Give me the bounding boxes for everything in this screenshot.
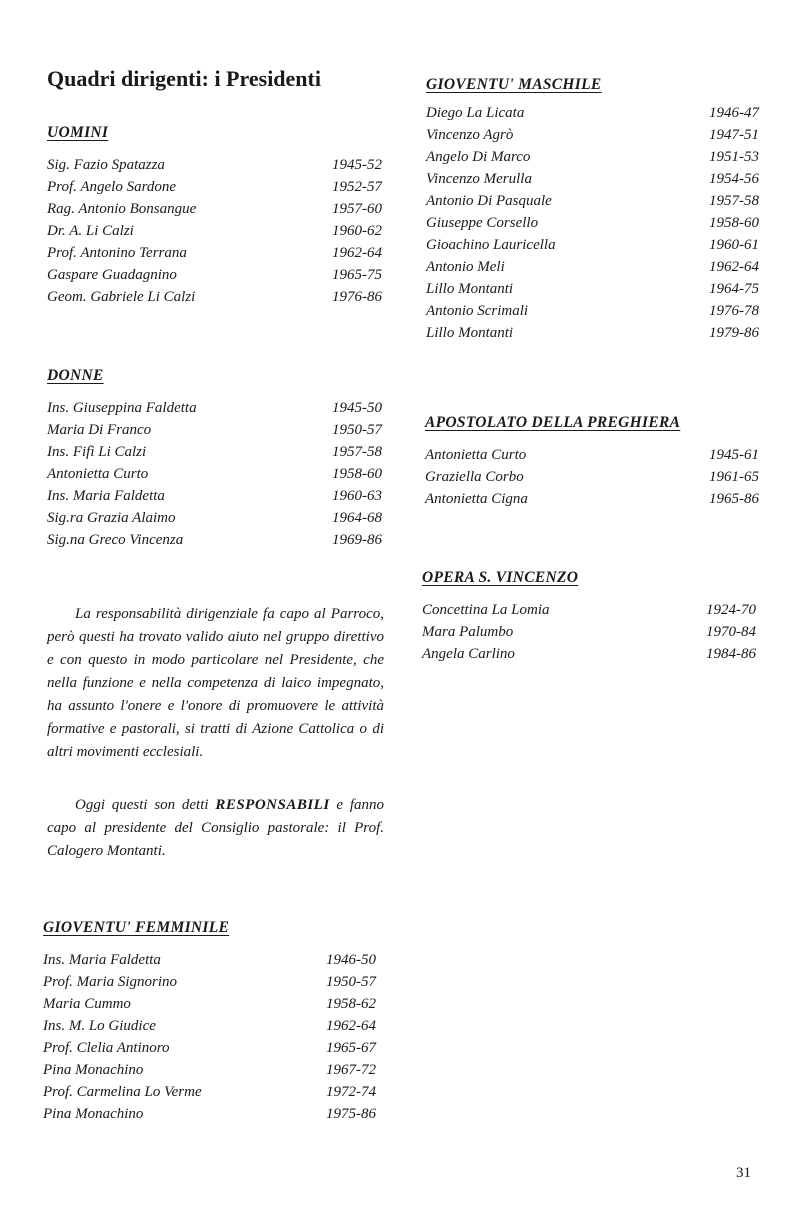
person-name: Ins. Maria Faldetta [43, 952, 161, 968]
list-item [47, 397, 382, 419]
person-name: Giuseppe Corsello [426, 215, 539, 231]
term-years: 1947-51 [709, 127, 759, 143]
person-name: Gaspare Guadagnino [47, 267, 177, 283]
list-item [43, 949, 376, 971]
section-apostolato [425, 414, 759, 510]
list-item [47, 529, 382, 551]
president-list [426, 102, 759, 344]
list-item [426, 168, 759, 190]
list-item [47, 198, 382, 220]
person-name: Graziella Corbo [425, 469, 524, 485]
person-name: Mara Palumbo [422, 624, 514, 640]
term-years: 1961-65 [709, 469, 759, 485]
person-name: Ins. Fifì Li Calzi [47, 444, 147, 460]
person-name: Pina Monachino [43, 1106, 144, 1122]
intro-paragraph: La responsabilità dirigenziale fa capo al Parroco, però questi ha trovato valido aiuto nel gruppo direttivo e con questo in modo particolare nel Presidente, che nella funzione e nella competenza di laico impegnato, ha assunto l'onere e l'onore di promuovere le attività formative e pastorali, si tratti di Azione Cattolica o di altri movimenti ecclesiali. [47, 606, 384, 760]
person-name: Vincenzo Merulla [426, 171, 532, 187]
list-item [426, 300, 759, 322]
section-heading: GIOVENTU' MASCHILE [426, 76, 602, 93]
list-item [47, 264, 382, 286]
list-item [43, 1037, 376, 1059]
person-name: Prof. Antonino Terrana [47, 245, 187, 261]
term-years: 1965-67 [326, 1040, 376, 1056]
term-years: 1962-64 [326, 1018, 376, 1034]
term-years: 1946-50 [326, 952, 376, 968]
list-item [47, 419, 382, 441]
list-item [426, 212, 759, 234]
section-gioventu-femminile [43, 919, 376, 1125]
president-list [47, 397, 382, 551]
person-name: Pina Monachino [43, 1062, 144, 1078]
list-item [422, 599, 756, 621]
list-item [426, 146, 759, 168]
term-years: 1984-86 [706, 646, 756, 662]
term-years: 1972-74 [326, 1084, 376, 1100]
term-years: 1979-86 [709, 325, 759, 341]
term-years: 1965-75 [332, 267, 382, 283]
term-years: 1957-58 [332, 444, 382, 460]
person-name: Ins. Maria Faldetta [47, 488, 165, 504]
term-years: 1958-62 [326, 996, 376, 1012]
list-item [47, 286, 382, 308]
person-name: Sig.na Greco Vincenza [47, 532, 184, 548]
term-years: 1960-61 [709, 237, 759, 253]
term-years: 1945-52 [332, 157, 382, 173]
term-years: 1976-86 [332, 289, 382, 305]
term-years: 1950-57 [326, 974, 376, 990]
list-item [47, 242, 382, 264]
person-name: Geom. Gabriele Li Calzi [47, 289, 196, 305]
person-name: Maria Cummo [43, 996, 131, 1012]
list-item [426, 256, 759, 278]
term-years: 1962-64 [332, 245, 382, 261]
list-item [43, 1015, 376, 1037]
term-years: 1960-62 [332, 223, 382, 239]
list-item [426, 190, 759, 212]
responsabili-term: RESPONSABILI [215, 797, 330, 813]
person-name: Dr. A. Li Calzi [47, 223, 134, 239]
term-years: 1945-61 [709, 447, 759, 463]
person-name: Sig. Fazio Spatazza [47, 157, 165, 173]
page-number: 31 [736, 1165, 751, 1181]
term-years: 1950-57 [332, 422, 382, 438]
person-name: Sig.ra Grazia Alaimo [47, 510, 176, 526]
term-years: 1964-75 [709, 281, 759, 297]
person-name: Diego La Licata [426, 105, 525, 121]
list-item [43, 1059, 376, 1081]
term-years: 1975-86 [326, 1106, 376, 1122]
paragraph-text: Oggi questi son detti [75, 797, 216, 813]
term-years: 1958-60 [332, 466, 382, 482]
section-heading: APOSTOLATO DELLA PREGHIERA [425, 414, 681, 431]
page-title: Quadri dirigenti: i Presidenti [47, 66, 321, 91]
person-name: Ins. Giuseppina Faldetta [47, 400, 197, 416]
term-years: 1969-86 [332, 532, 382, 548]
term-years: 1964-68 [332, 510, 382, 526]
list-item [426, 278, 759, 300]
list-item [47, 220, 382, 242]
list-item [426, 102, 759, 124]
section-heading: OPERA S. VINCENZO [422, 569, 579, 586]
term-years: 1967-72 [326, 1062, 376, 1078]
list-item [43, 1103, 376, 1125]
person-name: Antonio Di Pasquale [426, 193, 552, 209]
person-name: Prof. Maria Signorino [43, 974, 178, 990]
person-name: Angela Carlino [422, 646, 515, 662]
term-years: 1951-53 [709, 149, 759, 165]
section-opera-vincenzo [422, 569, 756, 665]
list-item [425, 444, 759, 466]
president-list [425, 444, 759, 510]
list-item [43, 993, 376, 1015]
person-name: Antonio Meli [426, 259, 505, 275]
list-item [47, 441, 382, 463]
term-years: 1957-58 [709, 193, 759, 209]
president-list [422, 599, 756, 665]
responsabili-paragraph [47, 794, 384, 863]
person-name: Concettina La Lomia [422, 602, 550, 618]
list-item [422, 621, 756, 643]
person-name: Prof. Angelo Sardone [47, 179, 177, 195]
section-donne [47, 367, 382, 551]
person-name: Antonietta Curto [425, 447, 527, 463]
person-name: Lillo Montanti [426, 281, 514, 297]
term-years: 1965-86 [709, 491, 759, 507]
list-item [425, 488, 759, 510]
person-name: Prof. Carmelina Lo Verme [43, 1084, 202, 1100]
person-name: Rag. Antonio Bonsangue [47, 201, 197, 217]
person-name: Gioachino Lauricella [426, 237, 556, 253]
list-item [47, 507, 382, 529]
person-name: Antonietta Curto [47, 466, 149, 482]
term-years: 1945-50 [332, 400, 382, 416]
term-years: 1976-78 [709, 303, 759, 319]
term-years: 1952-57 [332, 179, 382, 195]
list-item [426, 322, 759, 344]
section-heading: UOMINI [47, 124, 109, 141]
term-years: 1960-63 [332, 488, 382, 504]
president-list [47, 154, 382, 308]
list-item [47, 463, 382, 485]
person-name: Maria Di Franco [47, 422, 152, 438]
section-heading: DONNE [47, 367, 104, 384]
list-item [43, 971, 376, 993]
president-list [43, 949, 376, 1125]
list-item [425, 466, 759, 488]
list-item [43, 1081, 376, 1103]
person-name: Vincenzo Agrò [426, 127, 514, 143]
person-name: Prof. Clelia Antinoro [43, 1040, 170, 1056]
person-name: Antonietta Cigna [425, 491, 528, 507]
list-item [422, 643, 756, 665]
list-item [47, 154, 382, 176]
list-item [426, 234, 759, 256]
term-years: 1962-64 [709, 259, 759, 275]
section-heading: GIOVENTU' FEMMINILE [43, 919, 230, 936]
person-name: Ins. M. Lo Giudice [43, 1018, 156, 1034]
list-item [426, 124, 759, 146]
term-years: 1957-60 [332, 201, 382, 217]
term-years: 1958-60 [709, 215, 759, 231]
term-years: 1946-47 [709, 105, 759, 121]
term-years: 1924-70 [706, 602, 756, 618]
list-item [47, 485, 382, 507]
section-gioventu-maschile [426, 76, 759, 344]
person-name: Antonio Scrimali [426, 303, 529, 319]
term-years: 1970-84 [706, 624, 756, 640]
person-name: Lillo Montanti [426, 325, 514, 341]
section-uomini [47, 124, 382, 308]
paragraph-text: e fanno capo al presidente del Consiglio pastorale: il Prof. Calogero Montanti. [47, 797, 385, 859]
list-item [47, 176, 382, 198]
person-name: Angelo Di Marco [426, 149, 531, 165]
term-years: 1954-56 [709, 171, 759, 187]
